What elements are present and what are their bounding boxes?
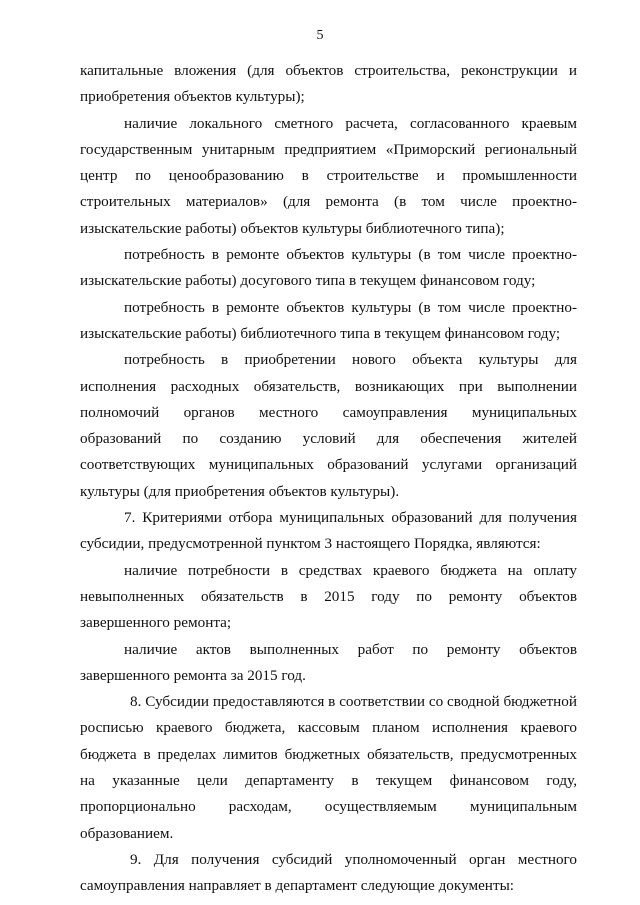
paragraph-budget-need: наличие потребности в средствах краевого бюджета на оплату невыполненных обязательств в 2015 году по ремонту объектов завершенного ремонта; — [80, 561, 577, 632]
paragraph-library-repair-need: потребность в ремонте объектов культуры (в том числе проектно-изыскательские работы) библиотечного типа в текущем финансовом году; — [80, 298, 577, 342]
paragraph-item-8: 8. Субсидии предоставляются в соответствии со сводной бюджетной росписью краевого бюджета, кассовым планом исполнения краевого бюджета в пределах лимитов бюджетных обязательств, предусмотренных на указанные цели департаменту в текущем финансовом году, пропорционально расходам, осуществляемым муниципальным образованием. — [80, 693, 577, 842]
paragraph-acquisition-need: потребность в приобретении нового объекта культуры для исполнения расходных обязательств, возникающих при выполнении полномочий органов местного самоуправления муниципальных образований по созданию условий для обеспечения жителей соответствующих муниципальных образований услугами организаций культуры (для приобретения объектов культуры). — [80, 351, 577, 500]
paragraph-leisure-repair-need: потребность в ремонте объектов культуры (в том числе проектно-изыскательские работы) досугового типа в текущем финансовом году; — [80, 246, 577, 290]
paragraph-item-9: 9. Для получения субсидий уполномоченный орган местного самоуправления направляет в департамент следующие документы: — [80, 850, 577, 895]
paragraph-work-acts: наличие актов выполненных работ по ремонту объектов завершенного ремонта за 2015 год. — [80, 640, 577, 684]
paragraph-capital-investments: капитальные вложения (для объектов строительства, реконструкции и приобретения объектов культуры); — [80, 62, 577, 106]
page-number: 5 — [316, 28, 324, 43]
document-body — [80, 58, 577, 900]
paragraph-item-7: 7. Критериями отбора муниципальных образований для получения субсидии, предусмотренной пунктом 3 настоящего Порядка, являются: — [80, 509, 577, 553]
paragraph-local-estimate: наличие локального сметного расчета, согласованного краевым государственным унитарным предприятием «Приморский региональный центр по ценообразованию в строительстве и промышленности строительных материалов» (для ремонта (в том числе проектно-изыскательские работы) объектов культуры библиотечного типа); — [80, 114, 577, 237]
